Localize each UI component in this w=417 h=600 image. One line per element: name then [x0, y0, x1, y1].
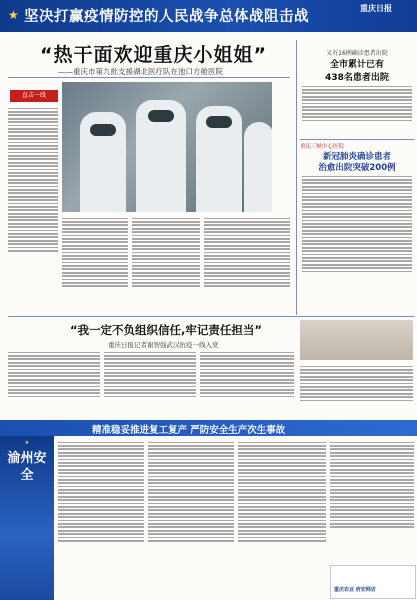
story2-headline: “我一定不负组织信任,牢记责任担当”	[70, 323, 262, 337]
emblem-icon: ★	[24, 440, 30, 446]
story3-body-col2	[148, 440, 234, 582]
side1-body	[302, 84, 412, 136]
side1-headline-line1: 全市累计已有	[329, 60, 384, 70]
advertisement	[330, 565, 416, 599]
story1-subhead: ——重庆市第九批支援湖北医疗队在池口方舱医院	[58, 67, 223, 76]
side1-kicker: 又有16例确诊患者出院	[326, 50, 388, 57]
story1-body-col4	[204, 216, 290, 312]
story1-body-col2	[62, 216, 128, 312]
story1-body-col1	[8, 106, 58, 306]
story2-subhead: 重庆日报记者谢智强武汉抗疫一线入党	[108, 341, 219, 349]
masthead-logo: 重庆日报	[360, 3, 392, 13]
story1-body-col3	[132, 216, 200, 312]
story2-body-col3	[200, 350, 294, 416]
story2-body-col4	[300, 364, 413, 416]
column-divider	[296, 40, 297, 315]
story3-headline: 精准稳妥推进复工复产 严防安全生产次生事故	[92, 425, 286, 436]
story2-body-col2	[104, 350, 196, 416]
story1-headline: “热干面欢迎重庆小姐姐”	[40, 44, 267, 66]
side2-headline-line1: 新冠肺炎确诊患者	[322, 152, 391, 162]
side1-headline-line2: 438名患者出院	[325, 73, 389, 83]
photo-oath-ceremony	[300, 320, 413, 360]
story3-body-col4	[330, 440, 414, 562]
ad-text: 重庆农业 府安网店	[334, 587, 376, 593]
banner-title: 坚决打赢疫情防控的人民战争总体战阻击战	[24, 9, 309, 25]
divider	[8, 316, 414, 317]
divider	[300, 139, 414, 140]
section-tag: 直击一线	[10, 90, 58, 102]
section-title: 渝州安全	[7, 451, 47, 483]
side2-headline-line2: 治愈出院突破200例	[318, 163, 396, 173]
side2-body	[302, 174, 412, 314]
divider	[8, 77, 290, 78]
story2-body-col1	[8, 350, 100, 416]
star-icon: ★	[8, 8, 19, 22]
story3-body-col3	[238, 440, 326, 582]
story3-body-col1	[58, 440, 144, 582]
side2-kicker: 重庆三峡中心医院	[300, 144, 345, 150]
photo-medical-team	[62, 82, 272, 212]
